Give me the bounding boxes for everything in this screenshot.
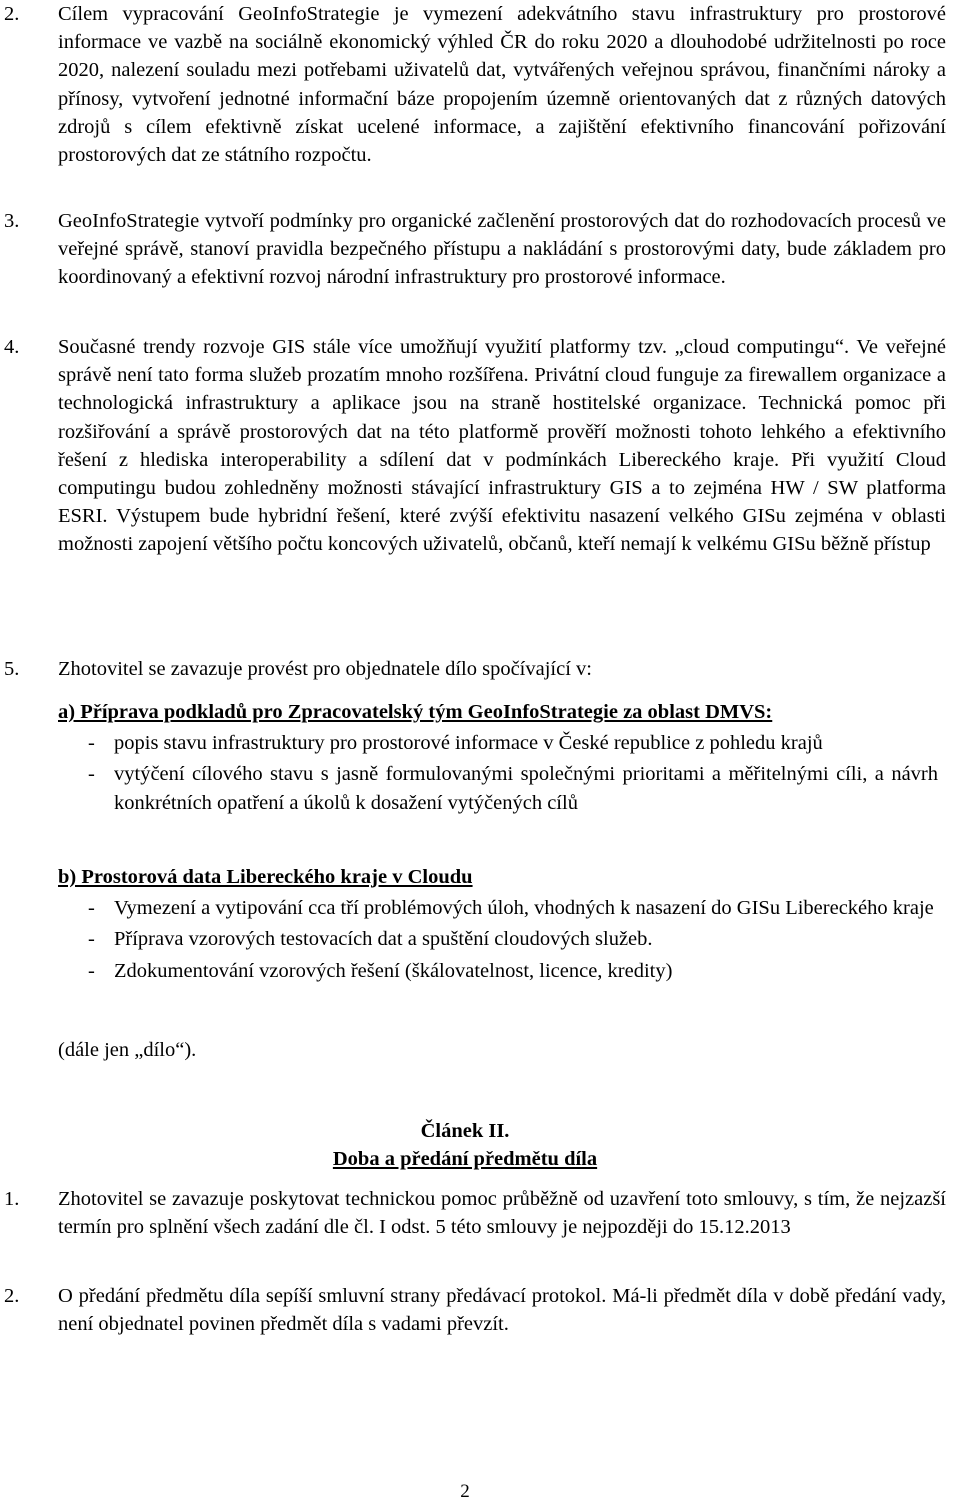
list-item	[58, 894, 938, 922]
paragraph-number: 2.	[4, 3, 20, 25]
paragraph-2	[0, 0, 946, 169]
page-number: 2	[460, 1481, 470, 1502]
paragraph-text: O předání předmětu díla sepíší smluvní strany předávací protokol. Má-li předmět díla v době předání vady, není objednatel povinen předmět díla s vadami převzít.	[58, 1285, 946, 1336]
paragraph-5	[0, 655, 946, 683]
paragraph-text: Zhotovitel se zavazuje provést pro objednatele dílo spočívající v:	[58, 658, 592, 680]
list-item-text: Zdokumentování vzorových řešení (škálovatelnost, licence, kredity)	[114, 959, 673, 982]
section-a	[58, 698, 938, 817]
section-a-heading: a) Příprava podkladů pro Zpracovatelský tým GeoInfoStrategie za oblast DMVS:	[58, 701, 773, 723]
article-title: Článek II.	[420, 1120, 510, 1142]
dash-bullet: -	[88, 732, 95, 755]
paragraph-text: Současné trendy rozvoje GIS stále více umožňují využití platformy tzv. „cloud computingu“. Ve veřejné správě není tato forma služeb prozatím mnoho rozšířena. Privátní cloud funguje za firewallem organizace a technologická infrastruktury a aplikace jsou na straně hostitelské organizace. Technická pomoc při rozšiřování a správě prostorových dat na této platformě prověří možnosti tohoto lehkého a efektivního řešení z hlediska interoperability a sdílení dat v podmínkách Libereckého kraje. Při využití Cloud computingu budou zohledněny možnosti stávající infrastruktury GIS a to zejména HW / SW platforma ESRI. Výstupem bude hybridní řešení, které zvýší efektivitu nasazení velkého GISu zejména v oblasti možnosti zapojení většího počtu koncových uživatelů, občanů, kteří nemají k velkému GISu běžně přístup	[58, 336, 946, 556]
section-b	[58, 863, 938, 985]
article-paragraph-2	[0, 1282, 946, 1338]
paragraph-number: 5.	[4, 658, 20, 680]
paragraph-number: 3.	[4, 210, 20, 232]
paragraph-text: GeoInfoStrategie vytvoří podmínky pro organické začlenění prostorových dat do rozhodovacích procesů ve veřejné správě, stanoví pravidla bezpečného přístupu a nakládání s prostorovými daty, bude základem pro koordinovaný a efektivní rozvoj národní infrastruktury pro prostorové informace.	[58, 210, 946, 289]
article-subtitle: Doba a předání předmětu díla	[332, 1148, 598, 1171]
article-heading	[0, 1117, 930, 1173]
list-item	[58, 957, 938, 985]
article-paragraph-1	[0, 1185, 946, 1241]
list-item-text: popis stavu infrastruktury pro prostorové informace v České republice z pohledu krajů	[114, 732, 823, 755]
paragraph-number: 2.	[4, 1285, 20, 1307]
dash-bullet: -	[88, 928, 95, 951]
paragraph-text: Zhotovitel se zavazuje poskytovat technickou pomoc průběžně od uzavření toto smlouvy, s tím, že nejzazší termín pro splnění všech zadání dle čl. I odst. 5 této smlouvy je nejpozději do 15.12.2013	[58, 1188, 946, 1239]
list-item-text: Příprava vzorových testovacích dat a spuštění cloudových služeb.	[114, 928, 653, 951]
section-b-heading: b) Prostorová data Libereckého kraje v Cloudu	[58, 866, 473, 888]
paragraph-3	[0, 207, 946, 292]
dash-bullet: -	[88, 959, 95, 982]
dash-bullet: -	[88, 763, 95, 786]
list-item-text: Vymezení a vytipování cca tří problémových úloh, vhodných k nasazení do GISu Libereckého kraje	[114, 897, 934, 920]
paragraph-4	[0, 333, 946, 559]
paragraph-text: Cílem vypracování GeoInfoStrategie je vymezení adekvátního stavu infrastruktury pro prostorové informace ve vazbě na sociálně ekonomický výhled ČR do roku 2020 a dlouhodobé udržitelnosti po roce 2020, nalezení souladu mezi potřebami uživatelů dat, vytvářených veřejnou správou, finančními nároky a přínosy, vytvoření jednotné informační báze propojením územně orientovaných dat z různých datových zdrojů s cílem efektivně získat ucelené informace, a zajištění efektivního financování pořizování prostorových dat ze státního rozpočtu.	[58, 3, 946, 167]
list-item	[58, 760, 938, 816]
closing-note: (dále jen „dílo“).	[58, 1039, 197, 1061]
dash-bullet: -	[88, 897, 95, 920]
paragraph-number: 4.	[4, 336, 20, 358]
paragraph-number: 1.	[4, 1188, 20, 1210]
list-item	[58, 925, 938, 953]
list-item	[58, 729, 938, 757]
list-item-text: vytýčení cílového stavu s jasně formulovanými společnými prioritami a měřitelnými cíli, a návrh konkrétních opatření a úkolů k dosažení vytýčených cílů	[114, 763, 938, 814]
